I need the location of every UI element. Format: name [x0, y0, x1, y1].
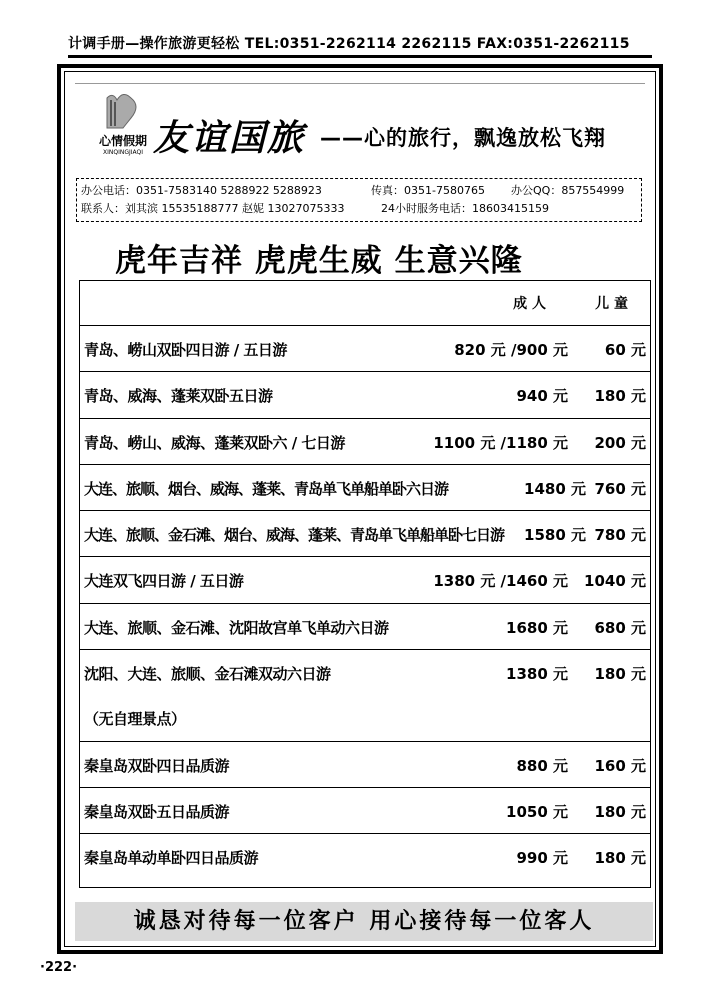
slogan: 虎年吉祥 虎虎生威 生意兴隆	[115, 243, 523, 279]
contact-line-2	[81, 200, 637, 218]
table-row	[80, 326, 650, 372]
contact-line-1	[81, 182, 637, 200]
brand-name: 友谊国旅	[153, 117, 306, 159]
adult-price: 1580 元	[524, 526, 586, 545]
contact-person: 联系人：刘其滨 15535188777 赵妮 13027075333	[81, 202, 345, 215]
child-price: 180 元	[594, 849, 646, 868]
page-number: ·222·	[40, 960, 78, 975]
divider	[75, 83, 645, 84]
running-header: 计调手册—操作旅游更轻松 TEL:0351-2262114 2262115 FAX:0351-2262115	[68, 33, 652, 58]
hotline: 24小时服务电话：18603415159	[381, 202, 549, 215]
table-row	[80, 465, 650, 511]
child-price: 160 元	[594, 756, 646, 775]
table-body	[80, 326, 650, 880]
table-row	[80, 695, 650, 741]
child-price: 1040 元	[584, 572, 646, 591]
table-row	[80, 372, 650, 418]
contact-box	[76, 178, 642, 222]
table-row	[80, 742, 650, 788]
adult-price: 1100 元 /1180 元	[433, 433, 568, 452]
col-child: 儿 童	[595, 296, 628, 312]
ad-inner	[64, 71, 656, 947]
tour-name: 青岛、崂山、威海、蓬莱双卧六 / 七日游	[84, 433, 345, 452]
tour-name: 秦皇岛单动单卧四日品质游	[84, 849, 259, 868]
child-price: 180 元	[594, 665, 646, 684]
table-row	[80, 650, 650, 695]
child-price: 780 元	[594, 526, 646, 545]
tour-name: 青岛、威海、蓬莱双卧五日游	[84, 387, 273, 406]
adult-price: 880 元	[516, 756, 568, 775]
tour-name: 秦皇岛双卧四日品质游	[84, 756, 230, 775]
table-row	[80, 511, 650, 557]
adult-price: 940 元	[516, 387, 568, 406]
adult-price: 1380 元	[506, 665, 568, 684]
child-price: 180 元	[594, 387, 646, 406]
ad-frame	[57, 64, 663, 954]
brand-tagline: ——心的旅行，飘逸放松飞翔	[320, 126, 606, 150]
table-row	[80, 557, 650, 603]
tour-name: 大连、旅顺、金石滩、烟台、威海、蓬莱、青岛单飞单船单卧七日游	[84, 526, 505, 545]
table-header	[80, 281, 650, 326]
table-row	[80, 834, 650, 879]
child-price: 200 元	[594, 433, 646, 452]
adult-price: 1050 元	[506, 802, 568, 821]
fax: 传真：0351-7580765	[371, 184, 485, 197]
logo-pinyin: XINQINGJIAQI	[102, 149, 144, 156]
child-price: 60 元	[604, 341, 646, 359]
tour-name: 大连、旅顺、烟台、威海、蓬莱、青岛单飞单船单卧六日游	[84, 479, 449, 498]
child-price: 180 元	[594, 802, 646, 821]
office-phone: 办公电话：0351-7583140 5288922 5288923	[81, 184, 322, 197]
tour-name: 大连双飞四日游 / 五日游	[84, 572, 244, 591]
tour-name: 大连、旅顺、金石滩、沈阳故宫单飞单动六日游	[84, 618, 389, 637]
qq: 办公QQ：857554999	[511, 184, 625, 197]
tour-name: 秦皇岛双卧五日品质游	[84, 802, 230, 821]
table-row	[80, 604, 650, 650]
tour-name: （无自理景点）	[84, 710, 186, 729]
table-row	[80, 788, 650, 834]
child-price: 680 元	[594, 618, 646, 637]
col-adult: 成 人	[513, 296, 546, 312]
table-row	[80, 419, 650, 465]
adult-price: 1380 元 /1460 元	[433, 572, 568, 591]
adult-price: 1680 元	[506, 618, 568, 637]
logo-text: 心情假期	[98, 134, 147, 148]
adult-price: 820 元 /900 元	[454, 341, 568, 359]
bottom-banner: 诚恳对待每一位客户 用心接待每一位客人	[75, 902, 653, 941]
logo	[95, 92, 151, 162]
adult-price: 990 元	[516, 849, 568, 868]
adult-price: 1480 元	[524, 479, 586, 498]
child-price: 760 元	[594, 479, 646, 498]
tour-name: 青岛、崂山双卧四日游 / 五日游	[84, 341, 287, 359]
tour-name: 沈阳、大连、旅顺、金石滩双动六日游	[84, 665, 331, 684]
heart-logo-icon	[101, 92, 145, 132]
price-table	[79, 280, 651, 888]
